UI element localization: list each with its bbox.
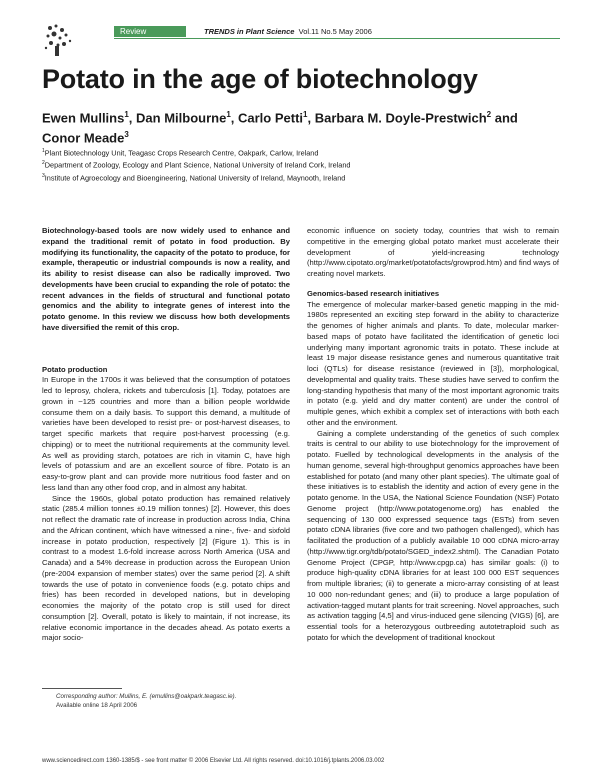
page-footer: www.sciencedirect.com 1360-1385/$ - see front matter © 2006 Elsevier Ltd. All rights reserved. doi:10.1016/j.tplants.2006.03.002 [42,758,385,764]
affiliation-num: 1 [42,148,45,154]
journal-info [204,26,372,37]
author-affil: 1 [124,110,129,119]
header-rule [114,38,560,39]
author-affil: 2 [486,110,492,119]
affiliation [42,158,552,170]
author-affil: 1 [303,110,308,119]
journal-name: TRENDS in Plant Science [204,27,295,36]
footnote [56,692,236,710]
left-column [42,226,290,644]
right-column [307,226,559,644]
affiliation-num: 2 [42,160,45,167]
paragraph: economic influence on society today, countries that wish to remain competitive in the emerging global potato market must accelerate their development of yield-increasing technology (http://www.cipotato.org/market/potatofacts/growprod.htm) and find ways of creating novel markets. [307,226,559,278]
affiliation-text: Institute of Agroecology and Bioengineering, National University of Ireland, Maynooth, Ireland [44,173,346,183]
affiliation-text: Plant Biotechnology Unit, Teagasc Crops Research Centre, Oakpark, Carlow, Ireland [44,148,319,158]
available-online: Available online 18 April 2006 [56,702,138,709]
publisher-logo [40,18,100,58]
section-tag: Review [114,26,186,37]
paragraph: Since the 1960s, global potato production has remained relatively static (285.4 million tonnes ±0.19 million tonnes) [2]. However, this does not reflect the dramatic rate of increase in production across India, China and the African continent, which have witnessed a nine-, five- and sixfold increase in potato production, respectively [2] (Figure 1). This is in contrast to a modest 1.6-fold increase across North America (USA and Canada) and a 54% decrease in production across the European Union (pre-2004 expansion of member states) over the same period [2]. A shift towards the use of potato in convenience foods (e.g. potato chips and fries) has been recorded in developed nations, but in developing economies the majority of the potato crop is still used for direct consumption [2]. Overall, potato is likely to maintain, if not increase, its relative economic importance in the decades ahead. As potato exerts a major socio- [42,493,290,643]
affiliation-text: Department of Zoology, Ecology and Plant Science, National University of Ireland Cork, Ireland [44,160,351,170]
author-name: Dan Milbourne [136,110,227,126]
author-affil: 1 [226,110,231,119]
section-heading: Genomics-based research initiatives [307,288,440,298]
corresponding-author: Corresponding author: Mullins, E. (emullins@oakpark.teagasc.ie). [56,693,237,700]
affiliation-num: 3 [42,172,45,179]
author-name: Barbara M. Doyle-Prestwich [314,110,487,126]
journal-volume: Vol.11 No.5 May 2006 [298,27,372,36]
author-name: Ewen Mullins [42,110,125,126]
paragraph: The emergence of molecular marker-based genetic mapping in the mid-1980s represented an exciting step forward in the ability to characterize the genomes of higher animals and plants. To date, molecular marker-based maps of potato have facilitated the identification of genetic loci underlying many important agronomic traits in potato. These include at least 19 major disease resistance genes and numerous quantitative trait loci (QTLs) for disease resistance (reviewed in [3]), morphological, developmental and quality traits. These studies have served to confirm the long-standing hypothesis that many of the most important agronomic traits in potato (e.g. yield and dry matter content) are under the control of multiple genes, which exhibit a complex set of interactions with both each other and the environment. [307,299,559,427]
author-name: Carlo Petti [238,110,304,126]
section-heading: Potato production [42,364,108,374]
author-affil: 3 [124,130,129,140]
abstract: Biotechnology-based tools are now widely used to enhance and expand the traditional remit of potato in food production. By modifying its functionality, the capacity of the potato to produce, for example, therapeutic or industrial compounds is now a reality, and its ability to resist disease can also be radically improved. Two developments have been crucial to expanding the role of potato: the recent advances in the fields of structural and functional potato genomics and the ability to integrate genes of interest into the potato genome. In this review we discuss how both developments have diversified the remit of this crop. [42,226,290,332]
author-list: Ewen Mullins$^1$, Dan Milbourne$^1$, Carlo Petti$^1$, Barbara M. Doyle-Prestwich$^2$ and Conor Meade$^3$ [42,110,518,146]
footnote-rule [42,688,122,689]
affiliations [42,146,552,183]
affiliation [42,146,552,158]
affiliation [42,171,552,183]
article-title: Potato in the age of biotechnology [42,64,478,94]
paragraph: Gaining a complete understanding of the genetics of such complex traits is central to our ability to use biotechnology for the improvement of potato. Fuelled by technological developments in the analysis of the human genome, several high-throughput genomics approaches have been established for potato (and many other plant species). The ultimate goal of these initiatives is to establish the identity and action of every gene in the potato genome. In the USA, the National Science Foundation (NSF) Potato Genome project (http://www.potatogenome.org) has enabled the sequencing of 130 000 expressed sequence tags (ESTs) from seven potato cDNA libraries (five core and two pathogen challenged), which has facilitated the production of a publicly available 10 000 cDNA micro-array (http://www.tigr.org/tdb/potato/SGED_index2.shtml). The Canadian Potato Genome Project (CPGP, http://www.cpgp.ca) has similar goals: (i) to produce high-quality cDNA libraries for at least 100 000 EST sequences from multiple libraries; (ii) to generate a micro-array consisting of at least 10 000 non-redundant genes; and (iii) to produce a large population of activation-tagged mutant plants for trait screening. Novel approaches, such as activation tagging [4,5] and virus-induced gene silencing (VIGS) [6], are essential tools for a heterozygous outbreeding autotetraploid such as potato for which the development of traditional knockout [307,428,560,642]
author-name: Conor Meade [42,130,125,146]
paragraph: In Europe in the 1700s it was believed that the consumption of potatoes led to leprosy, cholera, rickets and tuberculosis [1]. Today, potatoes are grown in ~125 countries and more than a billion people worldwide consume them on a daily basis. To support this demand, a multitude of varieties have been developed to resist pre- or post-harvest diseases, to target specific markets that require post-harvest processing (e.g. chipping) or to meet the nutritional requirements at the community level. As well as providing starch, potatoes are rich in vitamin C, have high levels of potassium and are an excellent source of fibre. Potato is an easy-to-grow plant and can provide more nutritious food faster and on less land than any other food crop, and in almost any habitat. [42,375,290,492]
